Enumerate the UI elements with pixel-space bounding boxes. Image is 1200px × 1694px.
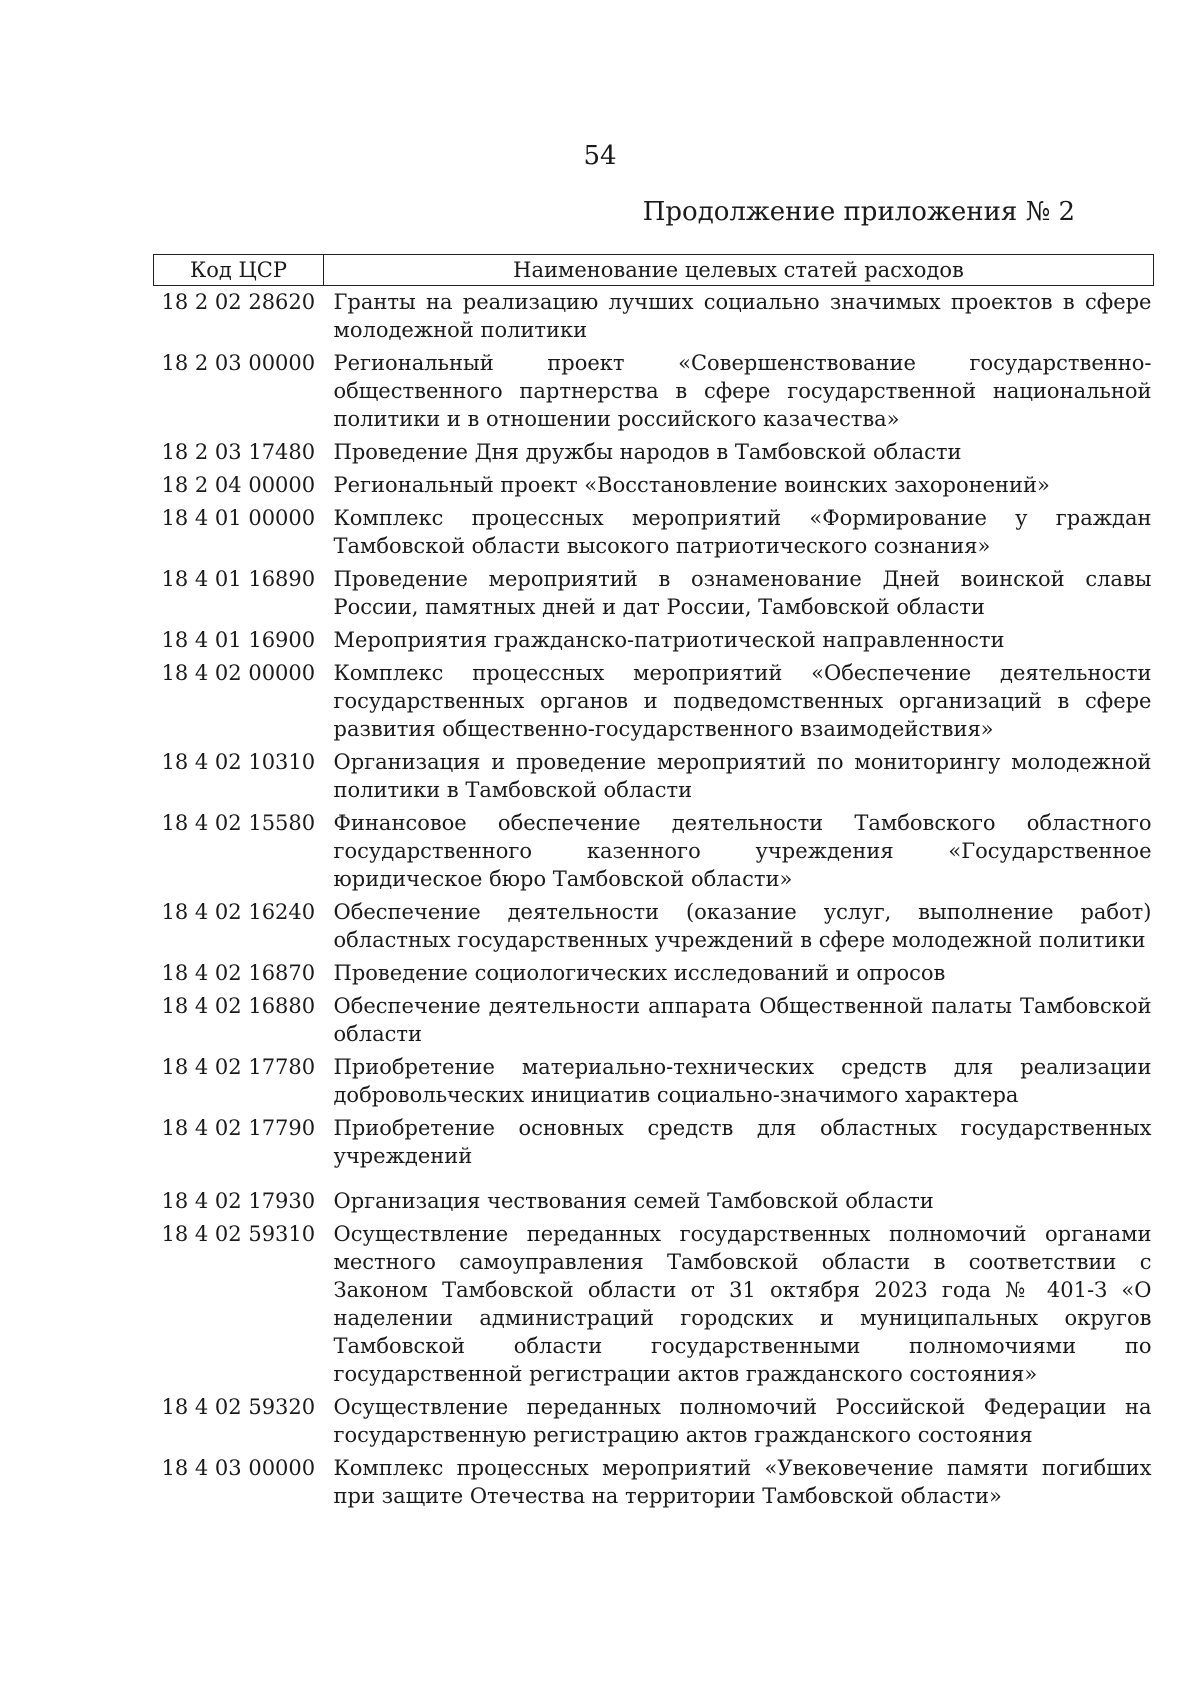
row-name: Проведение социологических исследований и опросов <box>333 961 946 985</box>
row-code: 18 4 02 10310 <box>161 750 316 774</box>
row-name: Гранты на реализацию лучших социально значимых проектов в сфере молодежной политики <box>333 290 1152 342</box>
table-header-row <box>154 255 1154 286</box>
row-code: 18 2 02 28620 <box>161 290 316 314</box>
row-name: Осуществление переданных государственных полномочий органами местного самоуправления Тамбовской области в соответствии с Законом Тамбовской области от 31 октября 2023 года № 401-З «О наделении администраций городских и муниципальных округов Тамбовской области государственными полномочиями по государственной регистрации актов гражданского состояния» <box>333 1222 1152 1386</box>
row-name: Региональный проект «Восстановление воинских захоронений» <box>333 473 1050 497</box>
expense-items-table <box>153 254 1154 1513</box>
table-row <box>154 502 1154 563</box>
row-name: Приобретение материально-технических средств для реализации добровольческих инициатив социально-значимого характера <box>333 1055 1152 1107</box>
row-name: Мероприятия гражданско-патриотической направленности <box>333 628 1005 652</box>
table-row <box>154 807 1154 896</box>
row-code: 18 4 02 17780 <box>161 1055 316 1079</box>
row-code: 18 4 02 16880 <box>161 994 316 1018</box>
row-code: 18 4 01 16900 <box>161 628 316 652</box>
table-row <box>154 469 1154 502</box>
row-code: 18 4 02 16870 <box>161 961 316 985</box>
table-row <box>154 563 1154 624</box>
row-code: 18 4 02 16240 <box>161 900 316 924</box>
table-row <box>154 1173 1154 1218</box>
table-row <box>154 347 1154 436</box>
row-name: Комплекс процессных мероприятий «Формирование у граждан Тамбовской области высокого патриотического сознания» <box>333 506 1152 558</box>
table-row <box>154 896 1154 957</box>
code-column-header: Код ЦСР <box>154 255 324 286</box>
table-row <box>154 624 1154 657</box>
table-row <box>154 657 1154 746</box>
row-code: 18 4 01 16890 <box>161 567 316 591</box>
row-code: 18 4 02 15580 <box>161 811 316 835</box>
row-code: 18 4 02 00000 <box>161 661 316 685</box>
row-name: Обеспечение деятельности аппарата Общественной палаты Тамбовской области <box>333 994 1152 1046</box>
table-row <box>154 990 1154 1051</box>
table-row <box>154 1051 1154 1112</box>
row-name: Обеспечение деятельности (оказание услуг, выполнение работ) областных государственных учреждений в сфере молодежной политики <box>333 900 1152 952</box>
table-row <box>154 286 1154 348</box>
row-name: Региональный проект «Совершенствование государственно-общественного партнерства в сфере государственной национальной политики и в отношении российского казачества» <box>333 351 1152 431</box>
row-code: 18 4 03 00000 <box>161 1456 316 1480</box>
row-code: 18 4 01 00000 <box>161 506 316 530</box>
row-name: Приобретение основных средств для областных государственных учреждений <box>333 1116 1152 1168</box>
table-row <box>154 1391 1154 1452</box>
row-name: Организация и проведение мероприятий по мониторингу молодежной политики в Тамбовской области <box>333 750 1152 802</box>
row-code: 18 2 03 00000 <box>161 351 316 375</box>
table-row <box>154 436 1154 469</box>
page-number: 54 <box>583 141 617 171</box>
row-name: Организация чествования семей Тамбовской области <box>333 1189 934 1213</box>
name-column-header: Наименование целевых статей расходов <box>324 255 1154 286</box>
table-row <box>154 1112 1154 1173</box>
row-name: Осуществление переданных полномочий Российской Федерации на государственную регистрацию актов гражданского состояния <box>333 1395 1152 1447</box>
row-code: 18 4 02 59310 <box>161 1222 316 1246</box>
row-code: 18 4 02 17790 <box>161 1116 316 1140</box>
row-name: Проведение мероприятий в ознаменование Дней воинской славы России, памятных дней и дат России, Тамбовской области <box>333 567 1152 619</box>
row-name: Финансовое обеспечение деятельности Тамбовского областного государственного казенного учреждения «Государственное юридическое бюро Тамбовской области» <box>333 811 1152 891</box>
row-name: Комплекс процессных мероприятий «Увековечение памяти погибших при защите Отечества на территории Тамбовской области» <box>333 1456 1152 1508</box>
row-name: Проведение Дня дружбы народов в Тамбовской области <box>333 440 962 464</box>
table-row <box>154 1452 1154 1513</box>
row-code: 18 4 02 17930 <box>161 1189 316 1213</box>
row-code: 18 2 04 00000 <box>161 473 316 497</box>
row-name: Комплекс процессных мероприятий «Обеспечение деятельности государственных органов и подведомственных организаций в сфере развития общественно-государственного взаимодействия» <box>333 661 1152 741</box>
appendix-heading: Продолжение приложения № 2 <box>642 197 1075 227</box>
row-code: 18 2 03 17480 <box>161 440 316 464</box>
table-row <box>154 746 1154 807</box>
table-row <box>154 1218 1154 1391</box>
table-row <box>154 957 1154 990</box>
row-code: 18 4 02 59320 <box>161 1395 316 1419</box>
